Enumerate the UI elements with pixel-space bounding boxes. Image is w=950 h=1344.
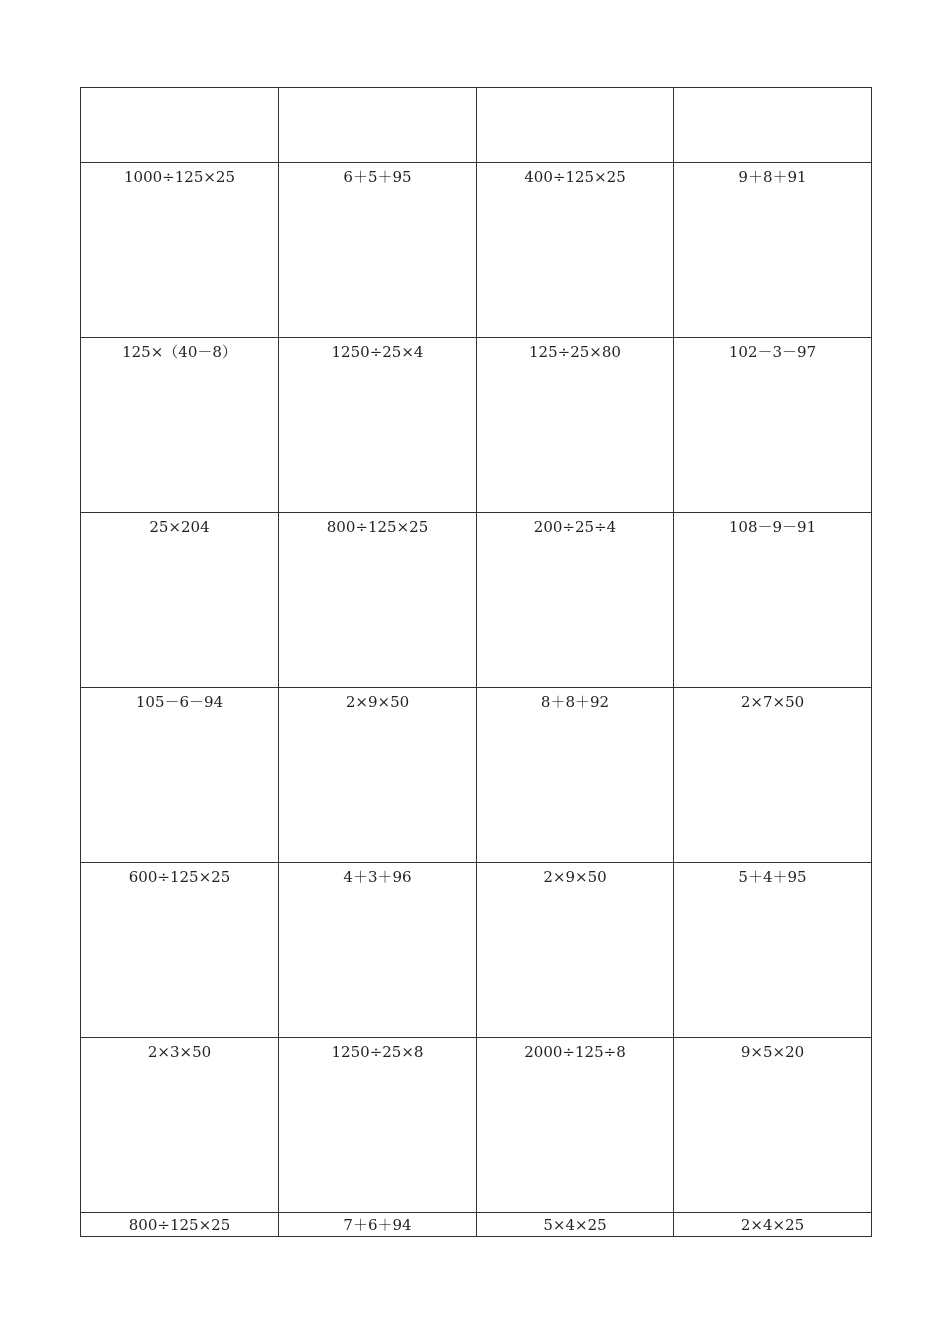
problem-expression: 2000÷125÷8	[524, 1043, 626, 1061]
problem-expression: 8＋8＋92	[540, 693, 610, 711]
table-row	[81, 163, 872, 338]
grid-cell	[279, 163, 477, 338]
problem-expression: 6＋5＋95	[343, 168, 412, 186]
grid-cell	[674, 163, 872, 338]
grid-cell	[279, 338, 477, 513]
problem-expression: 2×4×25	[740, 1216, 805, 1234]
problem-expression	[279, 88, 476, 93]
grid-cell	[279, 863, 477, 1038]
grid-cell	[81, 863, 279, 1038]
problem-expression: 125÷25×80	[529, 343, 621, 361]
problem-expression: 800÷125×25	[326, 518, 429, 536]
problem-expression: 9×5×20	[740, 1043, 805, 1061]
grid-cell	[81, 163, 279, 338]
problem-expression: 125×（40－8）	[122, 343, 237, 361]
problem-expression: 2×7×50	[740, 693, 805, 711]
grid-cell	[81, 513, 279, 688]
grid-cell	[81, 338, 279, 513]
grid-cell	[674, 338, 872, 513]
grid-cell	[477, 863, 674, 1038]
table-row	[81, 1213, 872, 1237]
grid-cell	[477, 513, 674, 688]
table-row	[81, 88, 872, 163]
grid-cell	[674, 513, 872, 688]
problem-expression	[81, 88, 278, 93]
grid-cell	[477, 88, 674, 163]
problem-expression: 105－6－94	[135, 693, 224, 711]
table-row	[81, 513, 872, 688]
grid-cell	[81, 88, 279, 163]
problem-expression: 800÷125×25	[128, 1216, 231, 1234]
problem-expression: 2×3×50	[147, 1043, 212, 1061]
grid-cell	[674, 1038, 872, 1213]
grid-cell	[279, 88, 477, 163]
table-row	[81, 863, 872, 1038]
problem-expression: 102－3－97	[728, 343, 817, 361]
grid-cell	[674, 688, 872, 863]
problem-expression: 5×4×25	[543, 1216, 607, 1234]
grid-cell	[279, 513, 477, 688]
grid-cell	[674, 863, 872, 1038]
problem-expression: 1250÷25×4	[331, 343, 424, 361]
grid-cell	[81, 1038, 279, 1213]
grid-cell	[477, 338, 674, 513]
problem-expression: 400÷125×25	[524, 168, 626, 186]
grid-cell	[81, 688, 279, 863]
grid-cell	[674, 1213, 872, 1237]
problem-expression: 108－9－91	[728, 518, 817, 536]
problem-expression: 5＋4＋95	[738, 868, 807, 886]
problem-expression: 7＋6＋94	[343, 1216, 412, 1234]
problem-expression: 200÷25÷4	[533, 518, 617, 536]
problem-expression: 2×9×50	[543, 868, 607, 886]
grid-cell	[279, 1213, 477, 1237]
grid-cell	[279, 688, 477, 863]
grid-cell	[81, 1213, 279, 1237]
grid-cell	[477, 688, 674, 863]
problem-expression: 1250÷25×8	[331, 1043, 424, 1061]
problem-expression	[674, 88, 871, 93]
problem-expression: 25×204	[149, 518, 210, 536]
table-row	[81, 688, 872, 863]
grid-cell	[674, 88, 872, 163]
problem-expression: 4＋3＋96	[343, 868, 412, 886]
problem-expression: 1000÷125×25	[123, 168, 236, 186]
grid-cell	[477, 1038, 674, 1213]
grid-cell	[477, 163, 674, 338]
worksheet	[80, 87, 871, 1238]
arithmetic-problem-grid	[80, 87, 872, 1237]
grid-cell	[477, 1213, 674, 1237]
problem-expression: 2×9×50	[345, 693, 410, 711]
table-row	[81, 1038, 872, 1213]
problem-expression: 9＋8＋91	[738, 168, 807, 186]
problem-expression: 600÷125×25	[128, 868, 231, 886]
problem-expression	[477, 88, 673, 93]
grid-cell	[279, 1038, 477, 1213]
table-row	[81, 338, 872, 513]
